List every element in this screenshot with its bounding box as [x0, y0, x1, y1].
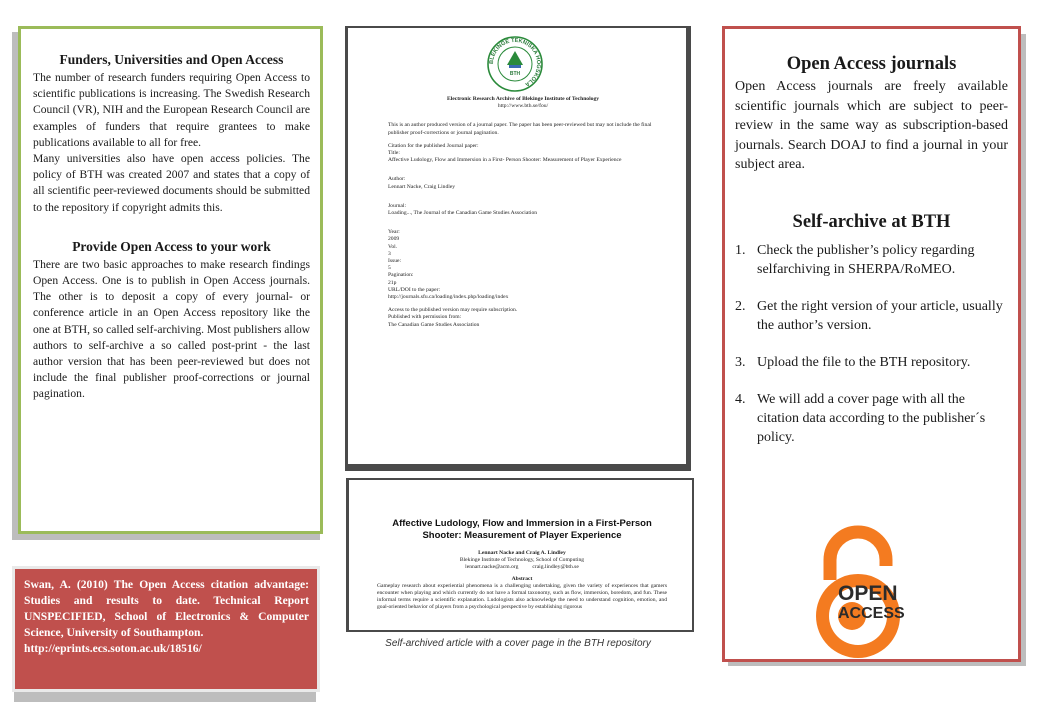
cover-author-label: Author:	[388, 176, 406, 183]
oa-journals-title: Open Access journals	[786, 54, 957, 74]
seal-ring-text: BLEKINGE TEKNISKA HÖGSKOLA	[488, 37, 542, 88]
cover-header-url: http://www.bth.se/fou/	[497, 103, 549, 110]
cover-issue-label: Issue:	[388, 258, 402, 265]
cover-journal: Loading..., The Journal of the Canadian Game Studies Association	[388, 210, 538, 217]
provide-oa-paragraph: There are two basic approaches to make research findings Open Access. One is to publish in Open Access journals. The other is to deposit a copy of every journal- or conference article in an Open Access repository like the one at BTH, so called self-archiving. Most publishers allow authors to self-archive a so called post-print - the last author version that has been peer-reviewed but does not include the final publisher proof-corrections or journal pagination.	[33, 257, 310, 401]
cover-title: Affective Ludology, Flow and Immersion in a First- Person Shooter: Measurement of Player Experience	[388, 157, 622, 164]
logo-line-access: ACCESS	[838, 605, 905, 622]
article-affiliation-2: lennart.nacke@acm.org craig.lindley@bth.se	[465, 564, 579, 571]
cover-author: Lennart Nacke, Craig Lindley	[388, 183, 456, 190]
self-archive-title: Self-archive at BTH	[792, 211, 951, 232]
citation-text: Swan, A. (2010) The Open Access citation advantage: Studies and results to date. Technical Report UNSPECIFIED, School of Electronics & Computer Science, University of Southampton.	[24, 578, 309, 639]
citation-box	[12, 566, 320, 692]
citation-url[interactable]: http://eprints.ecs.soton.ac.uk/18516/	[24, 642, 202, 655]
self-archive-steps	[735, 241, 1008, 447]
cover-year-label: Year:	[388, 229, 400, 236]
article-title: Affective Ludology, Flow and Immersion in a First-Person Shooter: Measurement of Player Experience	[392, 518, 652, 541]
bth-seal-icon	[485, 34, 545, 94]
cover-journal-label: Journal:	[388, 202, 407, 209]
cover-access: Access to the published version may require subscription.	[388, 307, 518, 314]
list-item: 2. Get the right version of your article, usually the author’s version.	[735, 298, 1003, 333]
open-access-logo-text	[838, 584, 905, 624]
article-page-image	[349, 480, 692, 630]
oa-journals-body: Open Access journals are freely available scientific journals which are subject to peer-review in the same way as subscription-based journals. Search DOAJ to find a journal in your subject area.	[735, 79, 1008, 172]
cover-issue: 5	[388, 265, 391, 272]
section-title-provide-oa: Provide Open Access to your work	[72, 238, 271, 254]
cover-url: http://journals.sfu.ca/loading/index.php/loading/index	[388, 294, 509, 301]
seal-center-text: BTH	[509, 71, 521, 77]
left-panel	[18, 26, 323, 534]
cover-pagination-label: Pagination:	[388, 272, 414, 279]
article-abstract-label: Abstract	[511, 575, 533, 582]
cover-publisher: The Canadian Game Studies Association	[388, 321, 480, 328]
cover-year: 2009	[388, 236, 400, 243]
figure-caption: Self-archived article with a cover page in the BTH repository	[385, 638, 651, 649]
cover-vol-label: Vol.	[388, 243, 398, 250]
article-affiliation-1: Blekinge Institute of Technology, School of Computing	[459, 557, 585, 564]
cover-page-image	[348, 28, 686, 464]
cover-vol: 3	[388, 250, 391, 257]
cover-pagination: 21p	[388, 279, 397, 286]
list-item: 4. We will add a cover page with all the citation data according to the publisher´s policy.	[735, 391, 986, 445]
cover-header: Electronic Research Archive of Blekinge Institute of Technology	[446, 96, 600, 102]
cover-citation-label: Citation for the published Journal paper:	[388, 142, 479, 149]
cover-permission: Published with permission from:	[388, 314, 462, 321]
cover-title-label: Title:	[388, 150, 400, 157]
article-authors: Lennart Nacke and Craig A. Lindley	[478, 550, 566, 556]
funders-paragraph-2: Many universities also have open access policies. The policy of BTH was created 2007 and states that a copy of all scientific peer-reviewed documents should be submitted to the repository if copyright admits this.	[33, 152, 310, 214]
article-abstract: Gameplay research about experiential phenomena is a challenging undertaking, given the variety of experiences that gamers encounter when playing and which currently do not have a formal taxonomy, such as flow, immersion, boredom, and fun. These informal terms require a scientific explanation. Ludologists also acknowledge the need to understand cognition, emotion, and goal-oriented behavior of players from a psychological perspective by establishing rigorous	[377, 582, 667, 611]
logo-line-open: OPEN	[838, 582, 898, 605]
cover-url-label: URL/DOI to the paper:	[388, 286, 441, 293]
list-item: 1. Check the publisher’s policy regarding selfarchiving in SHERPA/RoMEO.	[735, 242, 975, 277]
funders-paragraph-1: The number of research funders requiring Open Access to scientific publications is increasing. The Swedish Research Council (VR), NIH and the European Research Council are examples of funders that require grantees to make publications available to all for free.	[33, 71, 310, 149]
cover-notice: This is an author produced version of a journal paper. The paper has been peer-reviewed but may not include the final publisher proof-corrections or journal pagination.	[388, 122, 652, 136]
list-item: 3. Upload the file to the BTH repository.	[735, 354, 971, 370]
section-title-funders: Funders, Universities and Open Access	[59, 52, 284, 67]
